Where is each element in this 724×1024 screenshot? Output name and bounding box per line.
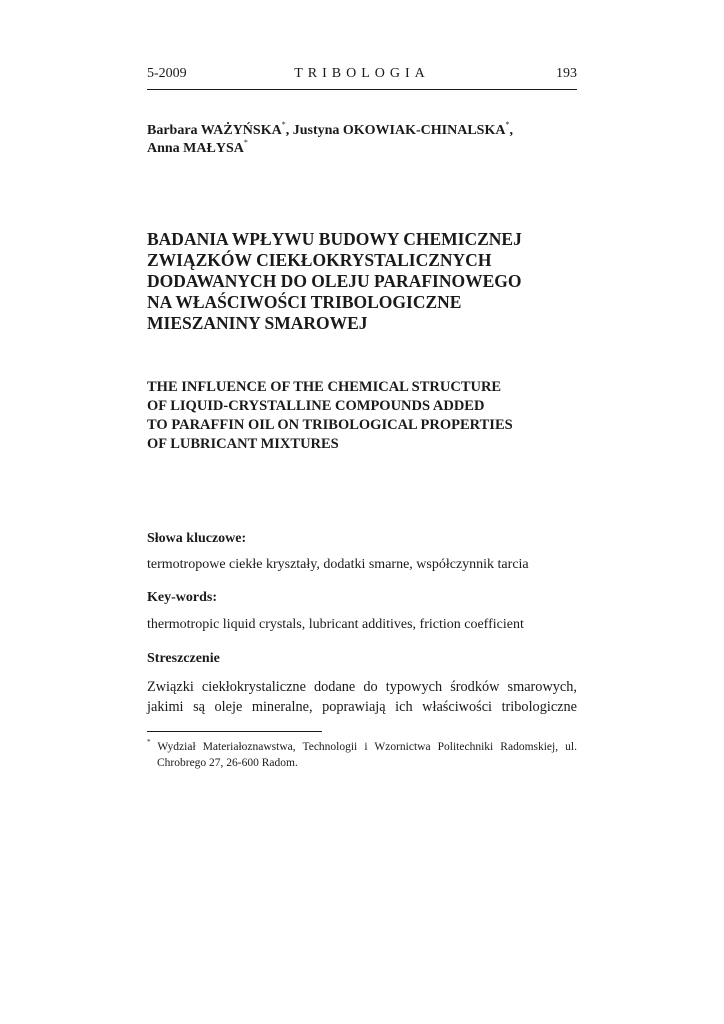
- title-polish: [147, 229, 577, 334]
- abstract-heading: Streszczenie: [147, 651, 220, 666]
- author-separator: ,: [285, 123, 293, 138]
- author-name: Justyna OKOWIAK-CHINALSKA: [292, 123, 506, 138]
- abstract-text: [147, 677, 577, 717]
- footnote-rule: [147, 731, 322, 732]
- running-head: [147, 66, 577, 88]
- title-line: TO PARAFFIN OIL ON TRIBOLOGICAL PROPERTIES: [147, 417, 513, 433]
- affiliation-mark: *: [281, 120, 286, 129]
- footnote-mark: *: [147, 738, 151, 746]
- title-line: OF LIQUID-CRYSTALLINE COMPOUNDS ADDED: [147, 398, 485, 414]
- keywords-polish-text: termotropowe ciekłe kryształy, dodatki smarne, współczynnik tarcia: [147, 557, 529, 572]
- title-line: ZWIĄZKÓW CIEKŁOKRYSTALICZNYCH: [147, 250, 492, 270]
- title-english: [147, 378, 577, 454]
- issue-number: 5-2009: [147, 66, 187, 81]
- author-name: Anna MAŁYSA: [147, 141, 244, 156]
- title-line: NA WŁAŚCIWOŚCI TRIBOLOGICZNE: [147, 292, 462, 312]
- journal-name: TRIBOLOGIA: [294, 66, 430, 81]
- affiliation-mark: *: [243, 138, 248, 147]
- affiliation-footnote: [147, 739, 577, 771]
- author-separator: ,: [509, 123, 513, 138]
- affiliation-mark: *: [505, 120, 510, 129]
- footnote-text: Wydział Materiałoznawstwa, Technologii i Wzornictwa Politechniki Radomskiej, ul. Chrobrego 27, 26-600 Radom.: [157, 741, 578, 769]
- title-line: DODAWANYCH DO OLEJU PARAFINOWEGO: [147, 271, 522, 291]
- author-list: [147, 122, 577, 158]
- keywords-english-heading: Key-words:: [147, 590, 217, 605]
- header-rule: [147, 89, 577, 90]
- abstract-line: Związki ciekłokrystaliczne dodane do typowych środków smarowych,: [147, 679, 577, 695]
- title-line: BADANIA WPŁYWU BUDOWY CHEMICZNEJ: [147, 229, 522, 249]
- paper-page: [147, 66, 577, 771]
- keywords-polish-heading: Słowa kluczowe:: [147, 531, 247, 546]
- page-number: 193: [556, 66, 577, 81]
- title-line: THE INFLUENCE OF THE CHEMICAL STRUCTURE: [147, 379, 502, 395]
- abstract-line: jakimi są oleje mineralne, poprawiają ich właściwości tribologiczne: [147, 699, 577, 715]
- author-line-2: [147, 140, 577, 158]
- title-line: OF LUBRICANT MIXTURES: [147, 436, 339, 452]
- author-name: Barbara WAŻYŃSKA: [147, 123, 282, 138]
- title-line: MIESZANINY SMAROWEJ: [147, 313, 368, 333]
- keywords-english-text: thermotropic liquid crystals, lubricant additives, friction coefficient: [147, 617, 524, 632]
- author-line-1: [147, 122, 577, 140]
